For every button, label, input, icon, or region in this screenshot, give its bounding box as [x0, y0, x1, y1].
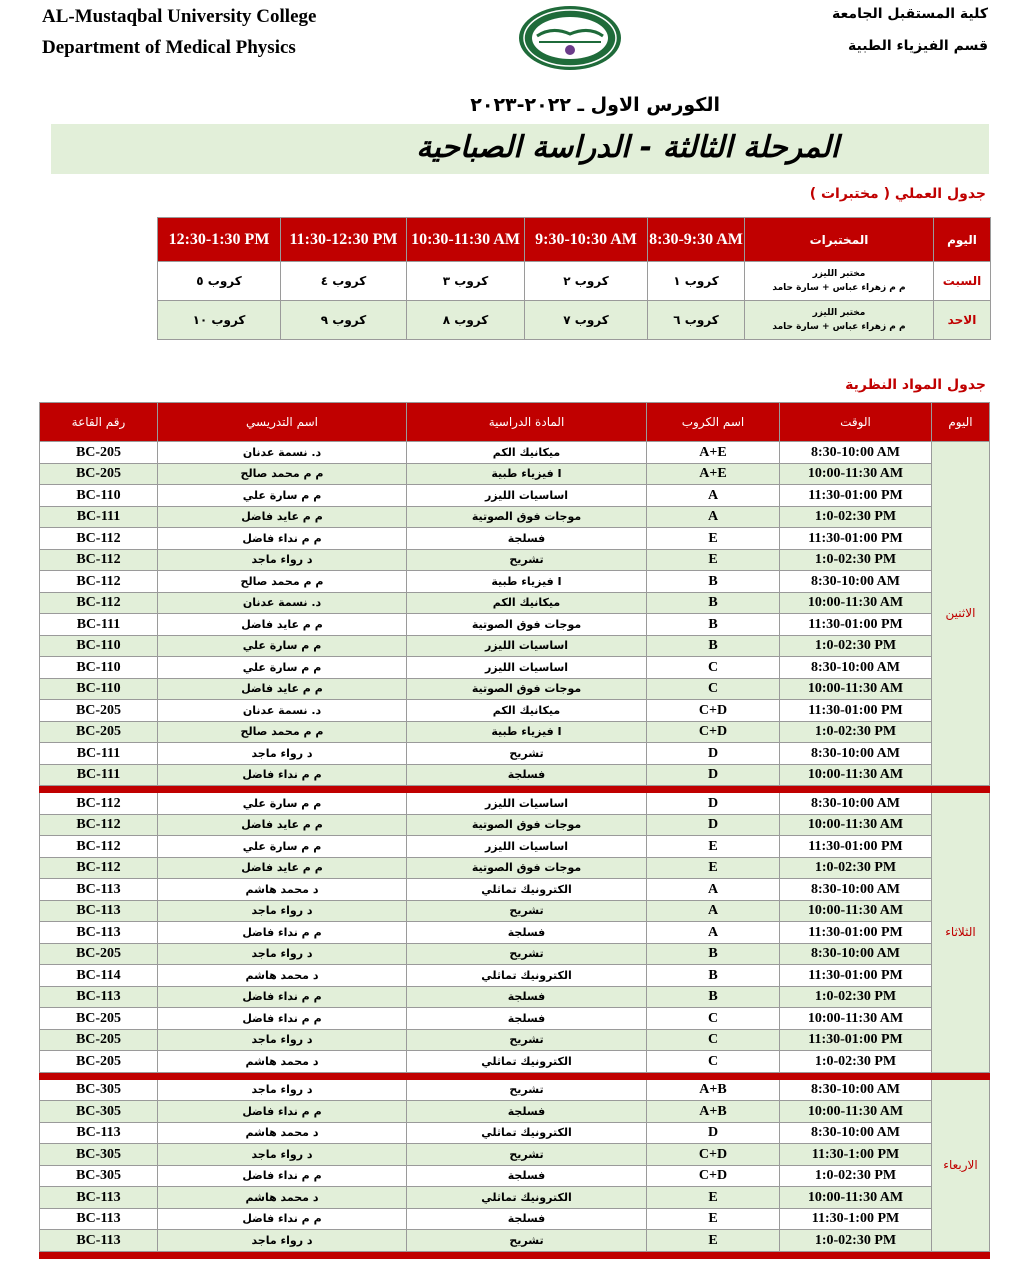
- time-cell: 1:0-02:30 PM: [780, 1230, 932, 1252]
- room-cell: BC-112: [40, 857, 158, 879]
- table-row: [40, 900, 990, 922]
- subject-cell: فيزياء طبية I: [407, 721, 647, 743]
- time-cell: 10:00-11:30 AM: [780, 678, 932, 700]
- subject-cell: الكترونيك تماثلي: [407, 1187, 647, 1209]
- time-cell: 1:0-02:30 PM: [780, 986, 932, 1008]
- room-cell: BC-205: [40, 700, 158, 722]
- table-row: [40, 1079, 990, 1101]
- instructor-cell: د رواء ماجد: [158, 900, 407, 922]
- group-cell: D: [647, 764, 780, 786]
- time-cell: 8:30-10:00 AM: [780, 879, 932, 901]
- table-row: [40, 549, 990, 571]
- instructor-cell: م م نداء فاضل: [158, 922, 407, 944]
- instructor-cell: م م محمد صالح: [158, 463, 407, 485]
- day-separator: [40, 1072, 990, 1079]
- group-cell: D: [647, 743, 780, 765]
- instructor-cell: م م سارة علي: [158, 793, 407, 815]
- day-separator: [40, 1251, 990, 1258]
- table-row: [40, 793, 990, 815]
- lab-group-cell: كروب ٥: [158, 262, 281, 301]
- instructor-cell: د. نسمة عدنان: [158, 442, 407, 464]
- subject-cell: موجات فوق الصوتية: [407, 614, 647, 636]
- instructor-cell: د محمد هاشم: [158, 965, 407, 987]
- table-row: [40, 614, 990, 636]
- instructor-cell: م م نداء فاضل: [158, 986, 407, 1008]
- table-row: [40, 943, 990, 965]
- department-name-en: Department of Medical Physics: [42, 37, 296, 58]
- table-row: [40, 700, 990, 722]
- group-cell: C: [647, 1008, 780, 1030]
- subject-cell: اساسيات الليزر: [407, 485, 647, 507]
- group-cell: C+D: [647, 721, 780, 743]
- subject-cell: موجات فوق الصوتية: [407, 506, 647, 528]
- room-cell: BC-114: [40, 965, 158, 987]
- instructor-cell: د رواء ماجد: [158, 1079, 407, 1101]
- instructor-cell: د رواء ماجد: [158, 1029, 407, 1051]
- group-cell: C: [647, 1051, 780, 1073]
- time-cell: 8:30-10:00 AM: [780, 571, 932, 593]
- lab-group-cell: كروب ٤: [281, 262, 407, 301]
- group-cell: B: [647, 635, 780, 657]
- instructor-cell: د محمد هاشم: [158, 1122, 407, 1144]
- table-row: [40, 922, 990, 944]
- subject-cell: تشريح: [407, 900, 647, 922]
- subject-cell: فيزياء طبية I: [407, 571, 647, 593]
- table-row: [40, 1029, 990, 1051]
- room-cell: BC-111: [40, 614, 158, 636]
- time-cell: 11:30-1:00 PM: [780, 1144, 932, 1166]
- room-cell: BC-112: [40, 528, 158, 550]
- instructor-cell: د محمد هاشم: [158, 1051, 407, 1073]
- lab-group-cell: كروب ٢: [525, 262, 648, 301]
- room-cell: BC-205: [40, 1008, 158, 1030]
- subject-cell: اساسيات الليزر: [407, 635, 647, 657]
- group-cell: B: [647, 986, 780, 1008]
- group-cell: A: [647, 900, 780, 922]
- group-cell: C+D: [647, 1144, 780, 1166]
- group-cell: A: [647, 485, 780, 507]
- subject-cell: موجات فوق الصوتية: [407, 857, 647, 879]
- room-cell: BC-205: [40, 463, 158, 485]
- time-cell: 1:0-02:30 PM: [780, 857, 932, 879]
- subject-cell: الكترونيك تماثلي: [407, 879, 647, 901]
- instructor-cell: د رواء ماجد: [158, 1144, 407, 1166]
- group-cell: B: [647, 614, 780, 636]
- department-name-ar: قسم الفيزياء الطبية: [848, 38, 988, 54]
- group-cell: B: [647, 943, 780, 965]
- theory-header: المادة الدراسية: [407, 403, 647, 442]
- time-cell: 8:30-10:00 AM: [780, 1079, 932, 1101]
- table-row: [40, 571, 990, 593]
- group-cell: A+B: [647, 1079, 780, 1101]
- table-row: [40, 463, 990, 485]
- room-cell: BC-113: [40, 922, 158, 944]
- lab-day-cell: السبت: [934, 262, 991, 301]
- group-cell: C+D: [647, 700, 780, 722]
- room-cell: BC-111: [40, 506, 158, 528]
- subject-cell: فسلجة: [407, 986, 647, 1008]
- lab-header: اليوم: [934, 218, 991, 262]
- group-cell: C: [647, 678, 780, 700]
- lab-name: مختبر الليزر: [812, 308, 866, 318]
- lab-schedule-title: جدول العملي ( مختبرات ): [809, 186, 986, 202]
- subject-cell: تشريح: [407, 1230, 647, 1252]
- group-cell: E: [647, 1187, 780, 1209]
- day-separator: [40, 786, 990, 793]
- instructor-cell: م م نداء فاضل: [158, 764, 407, 786]
- subject-cell: تشريح: [407, 943, 647, 965]
- table-row: [40, 1051, 990, 1073]
- table-row: [40, 1208, 990, 1230]
- subject-cell: فسلجة: [407, 528, 647, 550]
- theory-schedule-table: [39, 402, 990, 1259]
- college-name-en: AL-Mustaqbal University College: [42, 6, 317, 27]
- group-cell: E: [647, 549, 780, 571]
- room-cell: BC-112: [40, 814, 158, 836]
- time-cell: 11:30-01:00 PM: [780, 485, 932, 507]
- group-cell: C: [647, 657, 780, 679]
- room-cell: BC-110: [40, 657, 158, 679]
- lab-header: 10:30-11:30 AM: [407, 218, 525, 262]
- subject-cell: اساسيات الليزر: [407, 836, 647, 858]
- instructor-cell: م م عايد فاضل: [158, 678, 407, 700]
- room-cell: BC-113: [40, 1208, 158, 1230]
- time-cell: 1:0-02:30 PM: [780, 721, 932, 743]
- group-cell: E: [647, 836, 780, 858]
- room-cell: BC-305: [40, 1079, 158, 1101]
- subject-cell: ميكانيك الكم: [407, 592, 647, 614]
- lab-header: المختبرات: [745, 218, 934, 262]
- group-cell: A: [647, 506, 780, 528]
- day-cell: الاثنين: [932, 442, 990, 786]
- room-cell: BC-110: [40, 635, 158, 657]
- room-cell: BC-113: [40, 986, 158, 1008]
- time-cell: 11:30-1:00 PM: [780, 1208, 932, 1230]
- instructor-cell: م م نداء فاضل: [158, 1208, 407, 1230]
- lab-name-cell: [745, 301, 934, 340]
- subject-cell: تشريح: [407, 549, 647, 571]
- group-cell: B: [647, 592, 780, 614]
- table-row: [40, 857, 990, 879]
- instructor-cell: م م عايد فاضل: [158, 857, 407, 879]
- room-cell: BC-111: [40, 743, 158, 765]
- table-row: [40, 635, 990, 657]
- table-row: [40, 506, 990, 528]
- room-cell: BC-113: [40, 1230, 158, 1252]
- table-row: [40, 1144, 990, 1166]
- theory-header-row: [40, 403, 990, 442]
- subject-cell: الكترونيك تماثلي: [407, 965, 647, 987]
- subject-cell: اساسيات الليزر: [407, 657, 647, 679]
- table-row: [40, 528, 990, 550]
- time-cell: 8:30-10:00 AM: [780, 793, 932, 815]
- instructor-cell: د محمد هاشم: [158, 879, 407, 901]
- room-cell: BC-113: [40, 1187, 158, 1209]
- table-row: [40, 678, 990, 700]
- table-row: [40, 743, 990, 765]
- group-cell: E: [647, 528, 780, 550]
- instructor-cell: م م سارة علي: [158, 485, 407, 507]
- group-cell: A: [647, 922, 780, 944]
- room-cell: BC-111: [40, 764, 158, 786]
- time-cell: 1:0-02:30 PM: [780, 1165, 932, 1187]
- instructor-cell: م م نداء فاضل: [158, 1008, 407, 1030]
- subject-cell: الكترونيك تماثلي: [407, 1122, 647, 1144]
- lab-group-cell: كروب ٨: [407, 301, 525, 340]
- time-cell: 11:30-01:00 PM: [780, 528, 932, 550]
- instructor-cell: م م عايد فاضل: [158, 614, 407, 636]
- table-row: [40, 1122, 990, 1144]
- lab-header: 12:30-1:30 PM: [158, 218, 281, 262]
- time-cell: 8:30-10:00 AM: [780, 1122, 932, 1144]
- day-separator-bar: [40, 786, 990, 793]
- lab-day-cell: الاحد: [934, 301, 991, 340]
- subject-cell: تشريح: [407, 1029, 647, 1051]
- table-row: [40, 592, 990, 614]
- table-row: [40, 657, 990, 679]
- time-cell: 11:30-01:00 PM: [780, 700, 932, 722]
- table-row: [40, 879, 990, 901]
- subject-cell: موجات فوق الصوتية: [407, 678, 647, 700]
- instructor-cell: م م عايد فاضل: [158, 814, 407, 836]
- lab-group-cell: كروب ١٠: [158, 301, 281, 340]
- table-row: [40, 814, 990, 836]
- day-separator-bar: [40, 1251, 990, 1258]
- table-row: [40, 1165, 990, 1187]
- table-row: [40, 1187, 990, 1209]
- room-cell: BC-205: [40, 1051, 158, 1073]
- instructor-cell: د رواء ماجد: [158, 943, 407, 965]
- lab-staff: م م زهراء عباس + سارة حامد: [772, 322, 906, 332]
- day-separator-bar: [40, 1072, 990, 1079]
- group-cell: A+E: [647, 442, 780, 464]
- room-cell: BC-110: [40, 485, 158, 507]
- instructor-cell: م م نداء فاضل: [158, 528, 407, 550]
- lab-group-cell: كروب ١: [648, 262, 745, 301]
- instructor-cell: د رواء ماجد: [158, 549, 407, 571]
- table-row: [40, 836, 990, 858]
- instructor-cell: م م محمد صالح: [158, 721, 407, 743]
- instructor-cell: د. نسمة عدنان: [158, 700, 407, 722]
- subject-cell: فسلجة: [407, 1008, 647, 1030]
- instructor-cell: م م سارة علي: [158, 657, 407, 679]
- lab-group-cell: كروب ٧: [525, 301, 648, 340]
- time-cell: 10:00-11:30 AM: [780, 463, 932, 485]
- table-row: [40, 721, 990, 743]
- time-cell: 10:00-11:30 AM: [780, 1101, 932, 1123]
- instructor-cell: د رواء ماجد: [158, 1230, 407, 1252]
- room-cell: BC-305: [40, 1165, 158, 1187]
- course-title: الكورس الاول ـ ٢٠٢٢-٢٠٢٣: [470, 94, 720, 116]
- day-cell: الثلاثاء: [932, 793, 990, 1073]
- time-cell: 1:0-02:30 PM: [780, 1051, 932, 1073]
- time-cell: 10:00-11:30 AM: [780, 1187, 932, 1209]
- subject-cell: فسلجة: [407, 1101, 647, 1123]
- subject-cell: فسلجة: [407, 922, 647, 944]
- table-row: [40, 965, 990, 987]
- day-cell: الاربعاء: [932, 1079, 990, 1251]
- stage-banner: [51, 124, 989, 174]
- college-name-ar: كلية المستقبل الجامعة: [832, 6, 988, 22]
- table-row: [40, 442, 990, 464]
- subject-cell: ميكانيك الكم: [407, 442, 647, 464]
- table-row: [40, 1101, 990, 1123]
- group-cell: D: [647, 1122, 780, 1144]
- lab-name-cell: [745, 262, 934, 301]
- time-cell: 11:30-01:00 PM: [780, 614, 932, 636]
- instructor-cell: د. نسمة عدنان: [158, 592, 407, 614]
- time-cell: 1:0-02:30 PM: [780, 506, 932, 528]
- group-cell: E: [647, 1208, 780, 1230]
- time-cell: 8:30-10:00 AM: [780, 657, 932, 679]
- group-cell: E: [647, 857, 780, 879]
- table-row: [40, 485, 990, 507]
- subject-cell: موجات فوق الصوتية: [407, 814, 647, 836]
- group-cell: E: [647, 1230, 780, 1252]
- room-cell: BC-113: [40, 879, 158, 901]
- lab-header: 11:30-12:30 PM: [281, 218, 407, 262]
- time-cell: 1:0-02:30 PM: [780, 549, 932, 571]
- group-cell: A: [647, 879, 780, 901]
- room-cell: BC-112: [40, 571, 158, 593]
- time-cell: 10:00-11:30 AM: [780, 900, 932, 922]
- lab-row: [158, 262, 991, 301]
- subject-cell: تشريح: [407, 743, 647, 765]
- time-cell: 8:30-10:00 AM: [780, 442, 932, 464]
- lab-group-cell: كروب ٦: [648, 301, 745, 340]
- lab-group-cell: كروب ٩: [281, 301, 407, 340]
- theory-header: الوقت: [780, 403, 932, 442]
- group-cell: C: [647, 1029, 780, 1051]
- lab-name: مختبر الليزر: [812, 269, 866, 279]
- room-cell: BC-110: [40, 678, 158, 700]
- room-cell: BC-112: [40, 793, 158, 815]
- time-cell: 11:30-01:00 PM: [780, 836, 932, 858]
- group-cell: A+B: [647, 1101, 780, 1123]
- theory-header: اليوم: [932, 403, 990, 442]
- lab-schedule-table: [157, 217, 991, 340]
- group-cell: B: [647, 571, 780, 593]
- lab-staff: م م زهراء عباس + سارة حامد: [772, 283, 906, 293]
- lab-row: [158, 301, 991, 340]
- group-cell: D: [647, 793, 780, 815]
- subject-cell: فسلجة: [407, 1208, 647, 1230]
- time-cell: 8:30-10:00 AM: [780, 743, 932, 765]
- instructor-cell: م م نداء فاضل: [158, 1165, 407, 1187]
- instructor-cell: م م محمد صالح: [158, 571, 407, 593]
- lab-header: 9:30-10:30 AM: [525, 218, 648, 262]
- instructor-cell: م م نداء فاضل: [158, 1101, 407, 1123]
- room-cell: BC-205: [40, 1029, 158, 1051]
- theory-body: [40, 442, 990, 1259]
- time-cell: 10:00-11:30 AM: [780, 764, 932, 786]
- room-cell: BC-112: [40, 549, 158, 571]
- university-seal-icon: [517, 4, 623, 72]
- room-cell: BC-112: [40, 836, 158, 858]
- theory-header: اسم التدريسي: [158, 403, 407, 442]
- table-row: [40, 1230, 990, 1252]
- room-cell: BC-205: [40, 721, 158, 743]
- time-cell: 8:30-10:00 AM: [780, 943, 932, 965]
- time-cell: 10:00-11:30 AM: [780, 814, 932, 836]
- theory-schedule-title: جدول المواد النظرية: [845, 377, 986, 393]
- room-cell: BC-205: [40, 442, 158, 464]
- instructor-cell: م م سارة علي: [158, 635, 407, 657]
- table-row: [40, 986, 990, 1008]
- subject-cell: فسلجة: [407, 1165, 647, 1187]
- lab-header: 8:30-9:30 AM: [648, 218, 745, 262]
- table-row: [40, 1008, 990, 1030]
- room-cell: BC-113: [40, 1122, 158, 1144]
- table-row: [40, 764, 990, 786]
- subject-cell: اساسيات الليزر: [407, 793, 647, 815]
- time-cell: 10:00-11:30 AM: [780, 592, 932, 614]
- stage-banner-text: المرحلة الثالثة - الدراسة الصباحية: [416, 130, 839, 165]
- theory-header: اسم الكروب: [647, 403, 780, 442]
- group-cell: B: [647, 965, 780, 987]
- lab-group-cell: كروب ٣: [407, 262, 525, 301]
- subject-cell: تشريح: [407, 1144, 647, 1166]
- room-cell: BC-113: [40, 900, 158, 922]
- subject-cell: فسلجة: [407, 764, 647, 786]
- subject-cell: تشريح: [407, 1079, 647, 1101]
- time-cell: 11:30-01:00 PM: [780, 1029, 932, 1051]
- time-cell: 10:00-11:30 AM: [780, 1008, 932, 1030]
- time-cell: 11:30-01:00 PM: [780, 922, 932, 944]
- group-cell: C+D: [647, 1165, 780, 1187]
- subject-cell: ميكانيك الكم: [407, 700, 647, 722]
- group-cell: A+E: [647, 463, 780, 485]
- room-cell: BC-305: [40, 1144, 158, 1166]
- time-cell: 11:30-01:00 PM: [780, 965, 932, 987]
- instructor-cell: د رواء ماجد: [158, 743, 407, 765]
- subject-cell: الكترونيك تماثلي: [407, 1051, 647, 1073]
- instructor-cell: م م عايد فاضل: [158, 506, 407, 528]
- lab-header-row: [158, 218, 991, 262]
- theory-header: رقم القاعة: [40, 403, 158, 442]
- instructor-cell: د محمد هاشم: [158, 1187, 407, 1209]
- instructor-cell: م م سارة علي: [158, 836, 407, 858]
- time-cell: 1:0-02:30 PM: [780, 635, 932, 657]
- subject-cell: فيزياء طبية I: [407, 463, 647, 485]
- room-cell: BC-205: [40, 943, 158, 965]
- room-cell: BC-305: [40, 1101, 158, 1123]
- room-cell: BC-112: [40, 592, 158, 614]
- group-cell: D: [647, 814, 780, 836]
